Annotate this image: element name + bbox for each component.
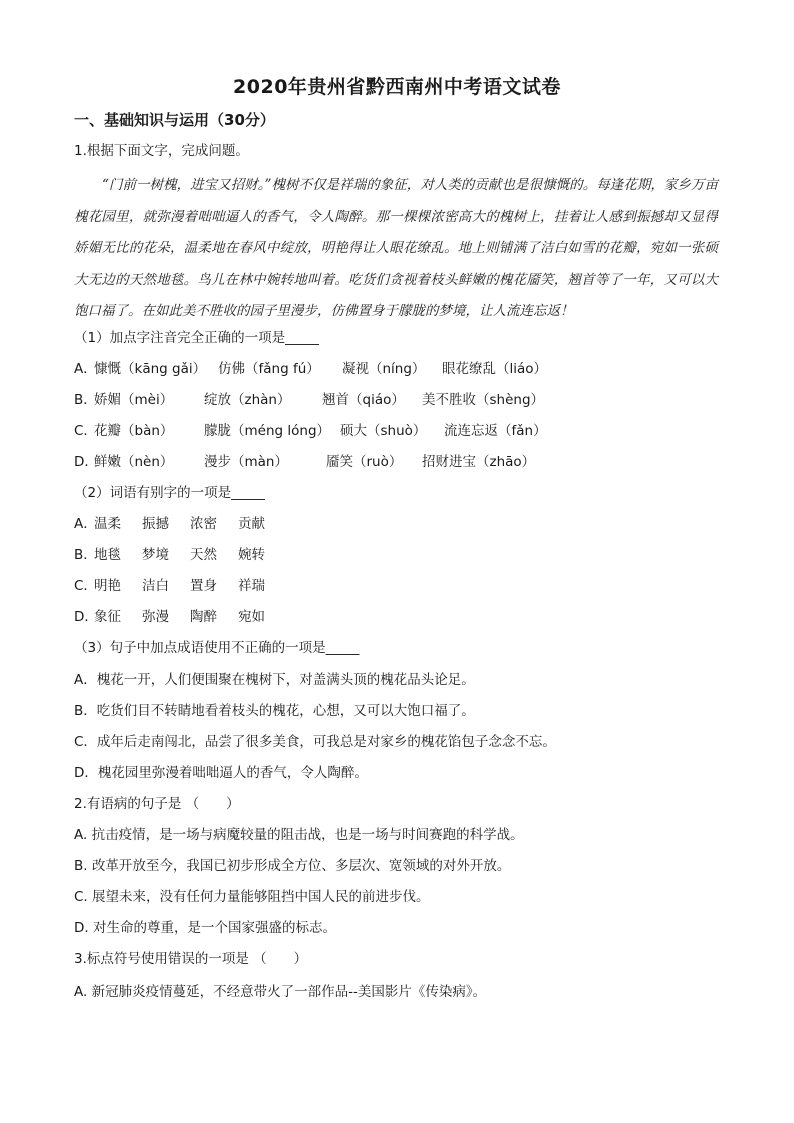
- question-3-stem: 3.标点符号使用错误的一项是 （ ）: [74, 951, 308, 967]
- sub3-option-d: D．槐花园里弥漫着咄咄逼人的香气，令人陶醉。: [74, 765, 368, 781]
- exam-title: 2020年贵州省黔西南州中考语文试卷: [233, 76, 561, 98]
- q2-option-b: B. 改革开放至今，我国已初步形成全方位、多层次、宽领域的对外开放。: [74, 858, 511, 874]
- sub3-option-b: B．吃货们目不转睛地看着枝头的槐花，心想，又可以大饱口福了。: [74, 703, 475, 719]
- q2-option-c: C. 展望未来，没有任何力量能够阻挡中国人民的前进步伐。: [74, 889, 430, 905]
- sub-question-1-stem: （1）加点字注音完全正确的一项是_____: [74, 330, 319, 346]
- q2-option-a: A. 抗击疫情，是一场与病魔较量的阻击战，也是一场与时间赛跑的科学战。: [74, 827, 524, 843]
- sub-question-2-stem: （2）词语有别字的一项是_____: [74, 485, 265, 501]
- question-2-stem: 2.有语病的句子是 （ ）: [74, 796, 240, 812]
- q2-option-d: D. 对生命的尊重，是一个国家强盛的标志。: [74, 920, 336, 936]
- q3-option-a: A. 新冠肺炎疫情蔓延，不经意带火了一部作品--美国影片《传染病》。: [74, 984, 487, 1000]
- sub3-option-a: A．槐花一开，人们便围聚在槐树下，对盖满头顶的槐花品头论足。: [74, 672, 475, 688]
- reading-passage: “门前一树槐，进宝又招财。”槐树不仅是祥瑞的象征，对人类的贡献也是很慷慨的。每逢花期，家乡万亩槐花园里，就弥漫着咄咄逼人的香气，令人陶醉。那一棵棵浓密高大的槐树上，挂着让人感到振撼却又显得娇媚无比的花朵，温柔地在春风中绽放，明艳得让人眼花缭乱。地上则铺满了洁白如雪的花瓣，宛如一张硕大无边的天然地毯。鸟儿在林中婉转地叫着。吃货们贪视着枝头鲜嫩的槐花靥笑，翘首等了一年，又可以大饱口福了。在如此美不胜收的园子里漫步，仿佛置身于朦胧的梦境，让人流连忘返！: [74, 177, 718, 319]
- question-1-intro: 1.根据下面文字，完成问题。: [74, 143, 249, 159]
- document-page: 2020年贵州省黔西南州中考语文试卷 一、基础知识与运用（30分） 1.根据下面文字，完成问题。 “门前一树槐，进宝又招财。”槐树不仅是祥瑞的象征，对人类的贡献也是很慷慨的。每逢花期，家乡万亩槐花园里，就弥漫着咄咄逼人的香气，令人陶醉。那一棵棵浓密高大的槐树上，挂着让人感到振撼却又显得娇媚无比的花朵，温柔地在春风中绽放，明艳得让人眼花缭乱。地上则铺满了洁白如雪的花瓣，宛如一张硕大无边的天然地毯。鸟儿在林中婉转地叫着。吃货们贪视着枝头鲜嫩的槐花靥笑，翘首等了一年，又可以大饱口福了。在如此美不胜收的园子里漫步，仿佛置身于朦胧的梦境，让人流连忘返！ （1）加点字注音完全正确的一项是_____ A． 慷慨（kāng gǎi） 仿佛（fǎng fú） 凝视（níng） 眼花缭乱（liáo） B． 娇媚（mèi） 绽放（zhàn） 翘首（qiáo） 美不胜收（shèng） C． 花瓣（bàn） 朦胧（méng lóng） 硕大（shuò） 流连忘返（fǎn） D． 鲜嫩（nèn） 漫步（màn） 靥笑（ruò） 招财进宝（zhāo） （2）词语有别字的一项是_____ A． 温柔 振撼 浓密 贡献 B． 地毯 梦境 天然 婉转 C． 明艳 洁白 置身 祥瑞 D． 象征 弥漫 陶醉 宛如 （3）句子中加点成语使用不正确的一项是_____ A．槐花一开，人们便围聚在槐树下，对盖满头顶的槐花品头论足。 B．吃货们目不转睛地看着枝头的槐花，心想，又可以大饱口福了。 C．成年后走南闯北，品尝了很多美食，可我总是对家乡的槐花馅包子念念不忘。 D．槐花园里弥漫着咄咄逼人的香气，令人陶醉。 2.有语病的句子是 （ ） A. 抗击疫情，是一场与病魔较量的阻击战，也是一场与时间赛跑的科学战。 B. 改革开放至今，我国已初步形成全方位、多层次、宽领域的对外开放。 C. 展望未来，没有任何力量能够阻挡中国人民的前进步伐。 D. 对生命的尊重，是一个国家强盛的标志。 3.标点符号使用错误的一项是 （ ） A. 新冠肺炎疫情蔓延，不经意带火了一部作品--美国影片《传染病》。: [0, 0, 794, 1123]
- sub-question-3-stem: （3）句子中加点成语使用不正确的一项是_____: [74, 640, 360, 656]
- sub3-option-c: C．成年后走南闯北，品尝了很多美食，可我总是对家乡的槐花馅包子念念不忘。: [74, 734, 556, 750]
- section-heading: 一、基础知识与运用（30分）: [74, 111, 275, 129]
